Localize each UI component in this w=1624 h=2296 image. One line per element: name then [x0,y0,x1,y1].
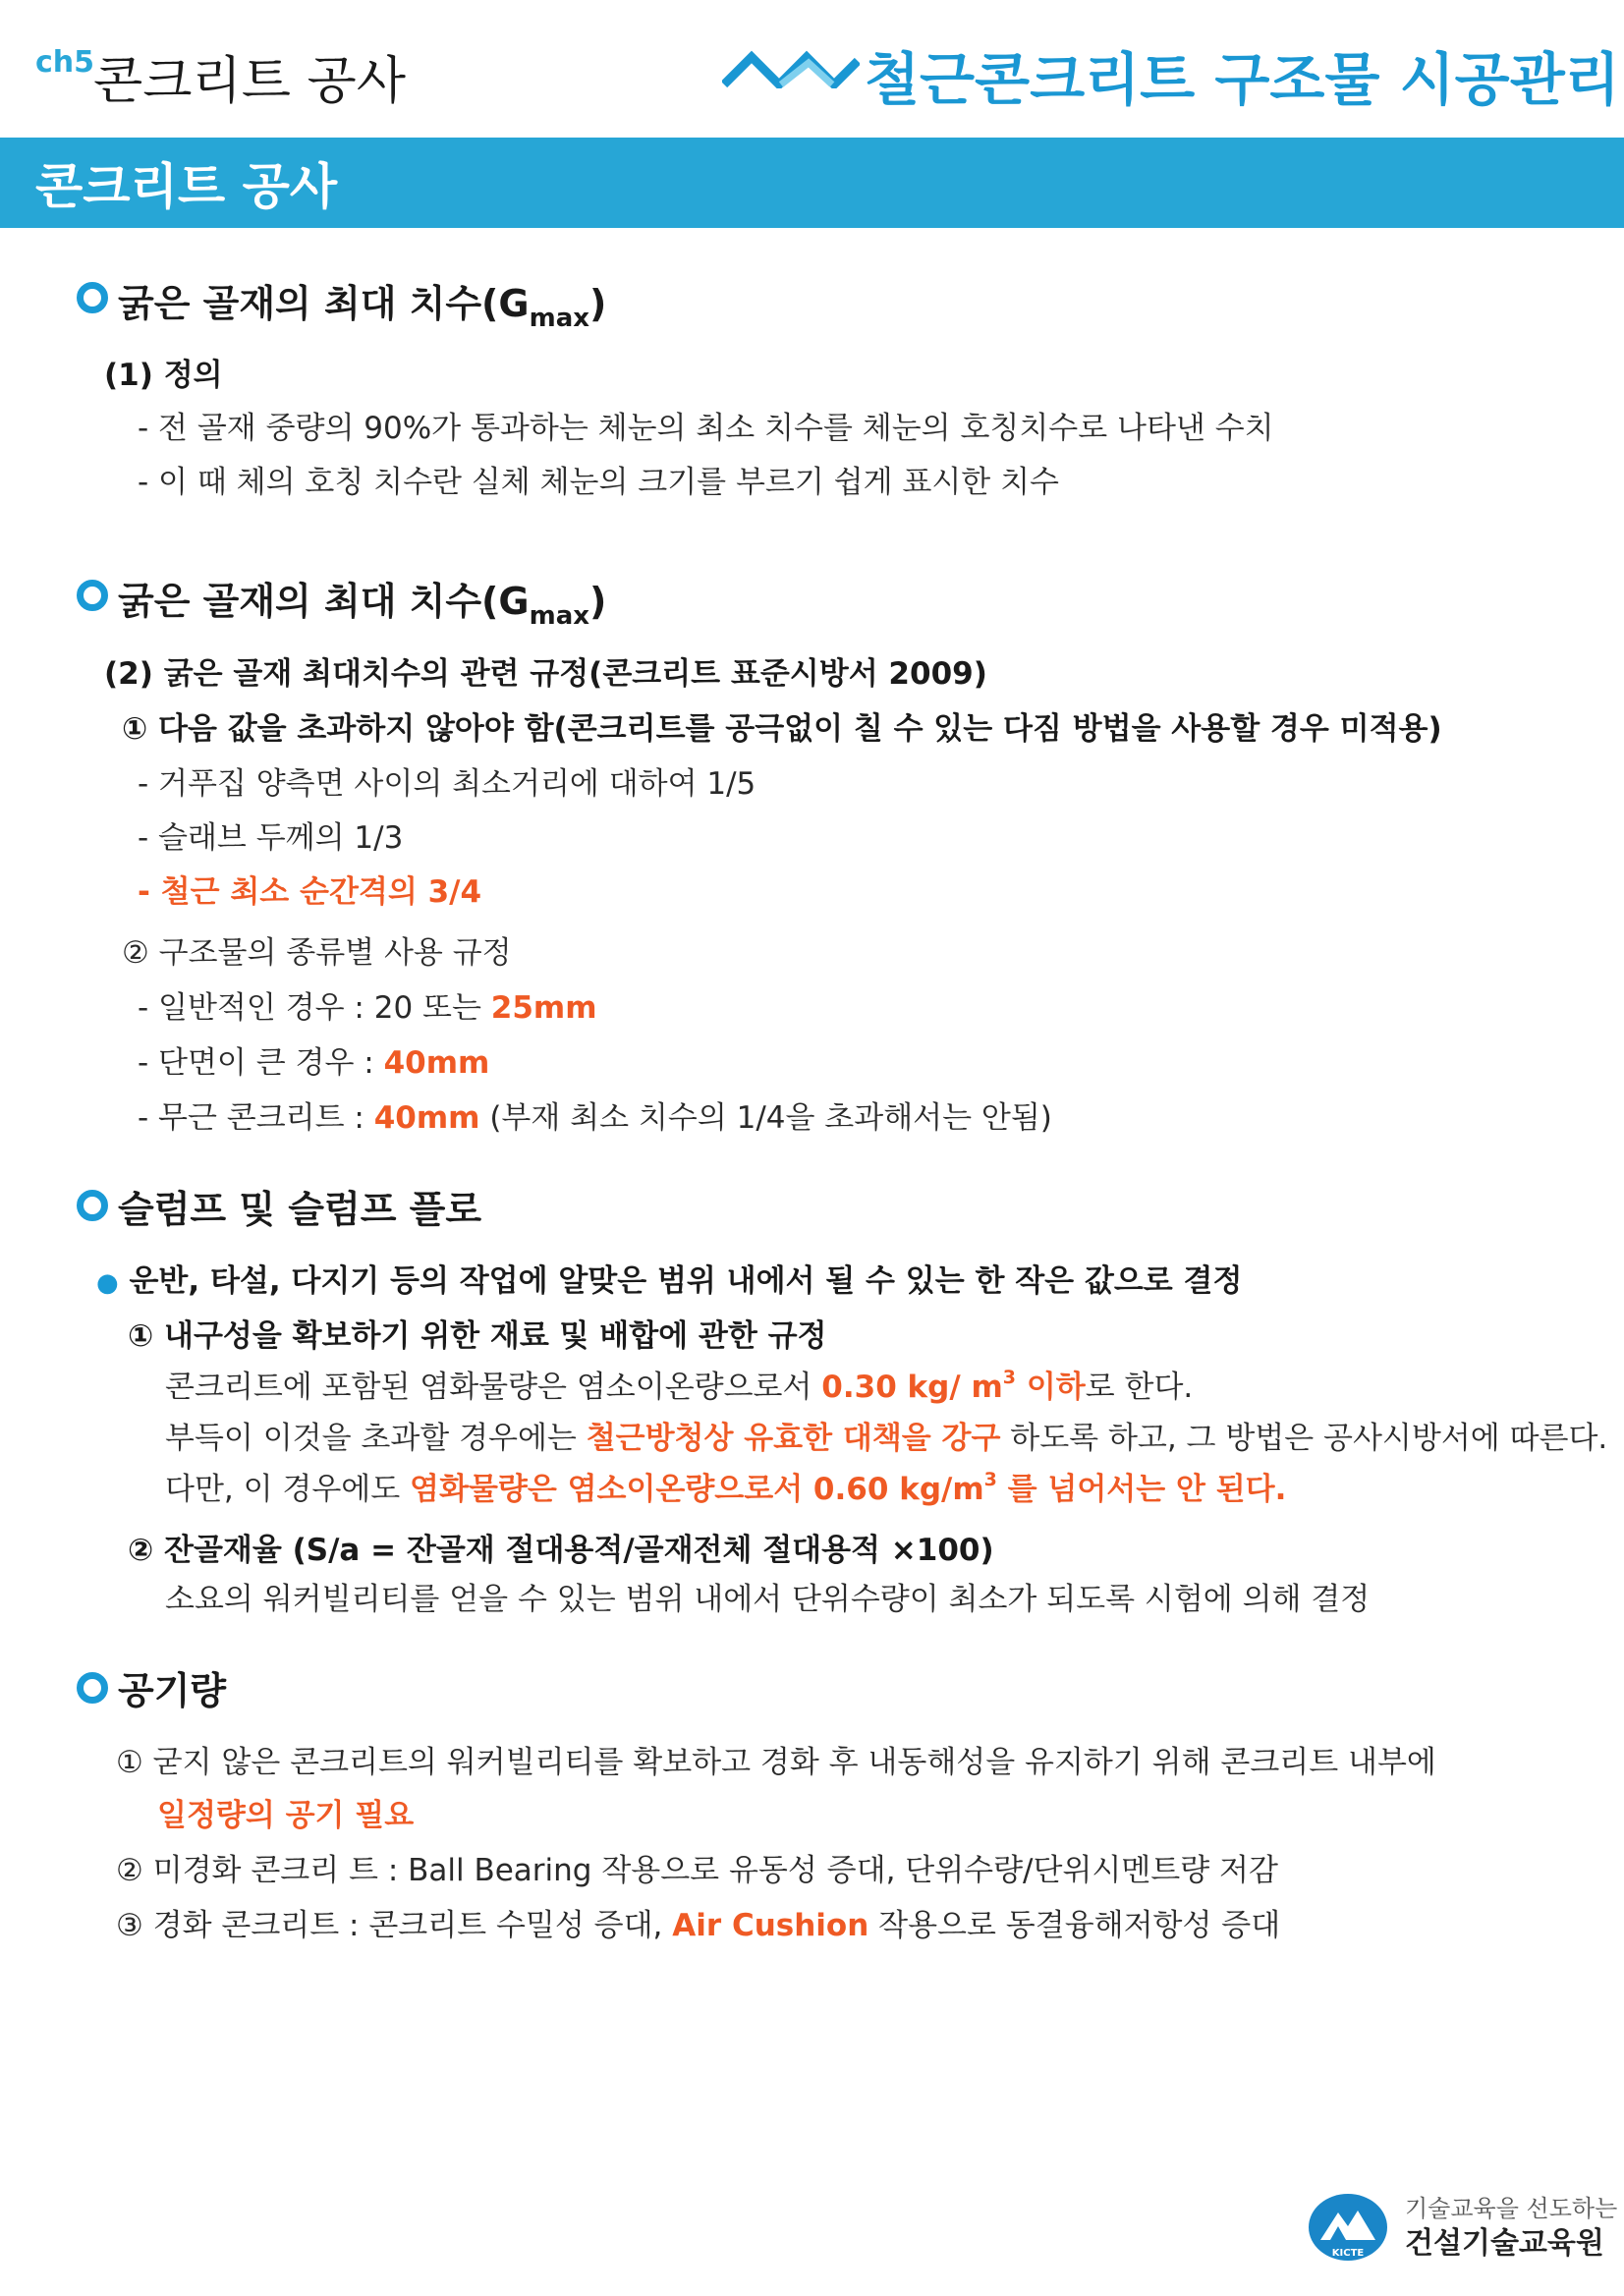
definition-line-1: - 전 골재 중량의 90%가 통과하는 체눈의 최소 치수를 체눈의 호칭치수로 나타낸 수치 [138,411,1274,446]
slump-bullet: ● 운반, 타설, 다지기 등의 작업에 알맞은 범위 내에서 될 수 있는 한 작은 값으로 결정 [96,1263,1243,1299]
section-title-slump: 슬럼프 및 슬럼프 플로 [118,1188,482,1231]
air-item-2: ② 미경화 콘크리 트 : Ball Bearing 작용으로 유동성 증대, 단위수량/단위시멘트량 저감 [116,1853,1278,1888]
rule-large-section: - 단면이 큰 경우 : 40mm [138,1045,490,1081]
footer-tagline: 기술교육을 선도하는 [1405,2195,1618,2222]
rule-item-1: ① 다음 값을 초과하지 않아야 함(콘크리트를 공극없이 칠 수 있는 다짐 방법을 사용할 경우 미적용) [122,711,1442,747]
section-bullet-icon [77,1190,108,1221]
dot-bullet-icon: ● [96,1268,119,1298]
section-title-gmax-rules: 굵은 골재의 최대 치수$(G_{max})$ [118,580,607,631]
footer-org-name: 건설기술교육원 [1405,2226,1604,2261]
section-bullet-icon [77,1672,108,1704]
air-item-1: ① 굳지 않은 콘크리트의 워커빌리티를 확보하고 경화 후 내동해성을 유지하기 위해 콘크리트 내부에 [116,1745,1436,1780]
banner-title: 콘크리트 공사 [35,158,338,215]
definition-line-2: - 이 때 체의 호칭 치수란 실체 체눈의 크기를 부르기 쉽게 표시한 치수 [138,465,1059,500]
chloride-line-2: 부득이 이것을 초과할 경우에는 철근방청상 유효한 대책을 강구 하도록 하고, 그 방법은 공사시방서에 따른다. [165,1421,1608,1456]
rule-line: - 거푸집 양측면 사이의 최소거리에 대하여 1/5 [138,766,756,802]
logo-text: KICTE [1331,2248,1365,2259]
chloride-line-1: 콘크리트에 포함된 염화물량은 염소이온량으로서 0.30 kg/ $m^3$ 이하로 한다. [165,1367,1194,1405]
chapter-title: 콘크리트 공사 [93,52,406,111]
document-title: 철근콘크리트 구조물 시공관리 [865,46,1620,113]
section-bullet-icon [77,282,108,313]
section-bullet-icon [77,580,108,611]
wave-logo-icon [722,49,860,88]
rule-line: - 슬래브 두께의 1/3 [138,820,404,856]
slump-item-2: ② 잔골재율 (S/a = 잔골재 절대용적/골재전체 절대용적 ×100) [128,1533,994,1568]
air-item-1-highlight: 일정량의 공기 필요 [157,1798,415,1833]
chapter-label: ch5 [35,45,95,80]
rule-plain-concrete: - 무근 콘크리트 : 40mm (부재 최소 치수의 1/4을 초과해서는 안됨) [138,1100,1052,1136]
slump-item-1: ① 내구성을 확보하기 위한 재료 및 배합에 관한 규정 [128,1318,827,1354]
subheading-rules: (2) 굵은 골재 최대치수의 관련 규정(콘크리트 표준시방서 2009) [104,656,987,692]
chloride-line-3: 다만, 이 경우에도 염화물량은 염소이온량으로서 0.60 $kg/m^3$ 를 넘어서는 안 된다. [165,1469,1287,1507]
rule-general-case: - 일반적인 경우 : 20 또는 25mm [138,990,597,1026]
rule-item-2: ② 구조물의 종류별 사용 규정 [122,935,512,971]
air-item-3: ③ 경화 콘크리트 : 콘크리트 수밀성 증대, Air Cushion 작용으로 동결융해저항성 증대 [116,1908,1281,1943]
section-title-air-content: 공기량 [118,1669,227,1712]
section-title-gmax-definition: 굵은 골재의 최대 치수$(G_{max})$ [118,282,607,333]
rule-line-highlight: - 철근 최소 순간격의 3/4 [138,874,482,910]
fine-aggregate-line: 소요의 워커빌리티를 얻을 수 있는 범위 내에서 단위수량이 최소가 되도록 시험에 의해 결정 [165,1582,1371,1617]
subheading-definition: (1) 정의 [104,358,223,393]
kicte-logo-icon [1307,2191,1389,2264]
